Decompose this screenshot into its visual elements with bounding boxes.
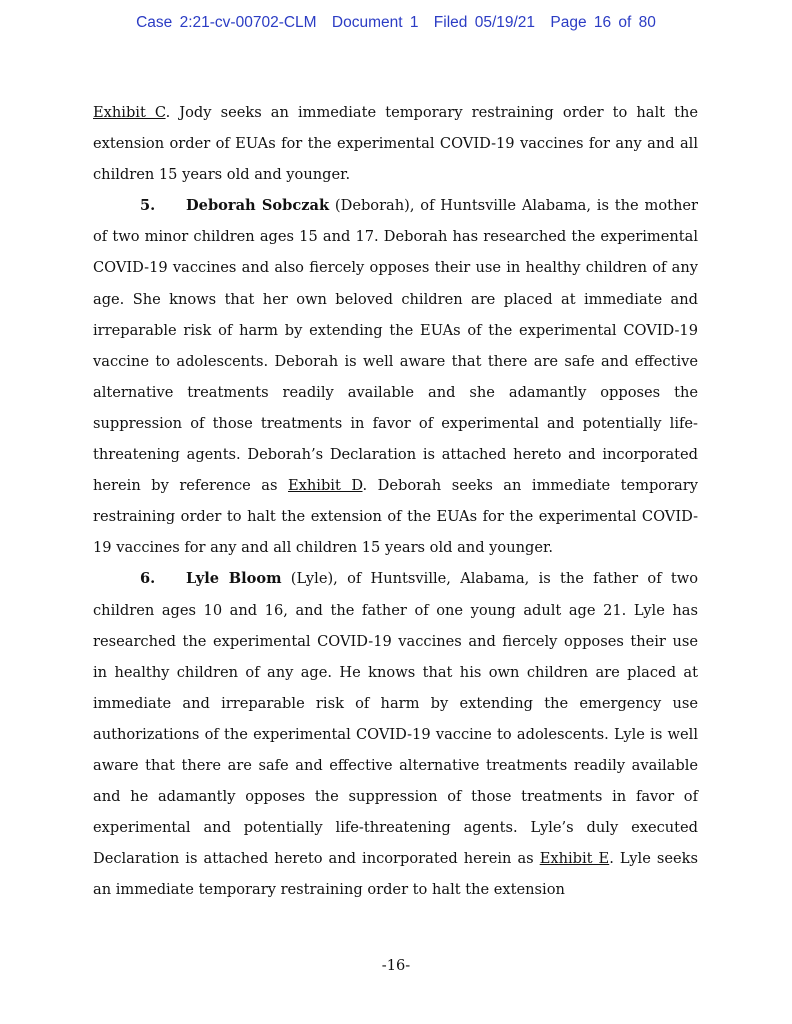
case-header — [0, 14, 792, 32]
page-indicator: Page 16 of 80 — [550, 14, 656, 31]
paragraph-5-text-2: . Deborah seeks an immediate temporary restraining order to halt the extension of the EUAs for the experimental COVID-19 vaccines for any and all children 15 years old and younger. — [93, 477, 698, 557]
exhibit-c-reference: Exhibit C — [93, 104, 166, 121]
case-number: Case 2:21-cv-00702-CLM — [136, 14, 317, 31]
paragraph-continued — [93, 97, 698, 190]
paragraph-6 — [93, 563, 698, 905]
paragraph-continued-text: . Jody seeks an immediate temporary restraining order to halt the extension order of EUAs for the experimental COVID-19 vaccines for any and all children 15 years old and younger. — [93, 104, 699, 184]
document-number: Document 1 — [331, 14, 419, 31]
exhibit-d-reference: Exhibit D — [288, 477, 363, 495]
paragraph-6-text-2: . Lyle seeks an immediate temporary restraining order to halt the extension — [93, 850, 698, 899]
paragraph-5-number: 5. — [140, 197, 156, 215]
paragraph-6-name: Lyle Bloom — [186, 570, 282, 588]
exhibit-e-reference: Exhibit E — [539, 850, 610, 868]
filed-date: Filed 05/19/21 — [433, 14, 536, 31]
paragraph-5-text-1: (Deborah), of Huntsville Alabama, is the mother of two minor children ages 15 and 17. Deborah has researched the experimental COVID-19 vaccines and also fiercely opposes their use in healthy children of any age. She knows that her own beloved children are placed at immediate and irreparable risk of harm by extending the EUAs of the experimental COVID-19 vaccine to adolescents. Deborah is well aware that there are safe and effective alternative treatments readily available and she adamantly opposes the suppression of those treatments in favor of experimental and potentially life-threatening agents. Deborah’s Declaration is attached hereto and incorporated herein by reference as — [93, 197, 698, 495]
paragraph-5 — [93, 190, 698, 563]
document-body — [93, 97, 698, 905]
paragraph-6-number: 6. — [140, 570, 156, 588]
page-number: -16- — [381, 957, 411, 974]
paragraph-6-text-1: (Lyle), of Huntsville, Alabama, is the father of two children ages 10 and 16, and the father of one young adult age 21. Lyle has researched the experimental COVID-19 vaccines and fiercely opposes their use in healthy children of any age. He knows that his own children are placed at immediate and irreparable risk of harm by extending the emergency use authorizations of the experimental COVID-19 vaccine to adolescents. Lyle is well aware that there are safe and effective alternative treatments readily available and he adamantly opposes the suppression of those treatments in favor of experimental and potentially life-threatening agents. Lyle’s duly executed Declaration is attached hereto and incorporated herein as — [93, 570, 698, 868]
paragraph-5-name: Deborah Sobczak — [186, 197, 330, 215]
